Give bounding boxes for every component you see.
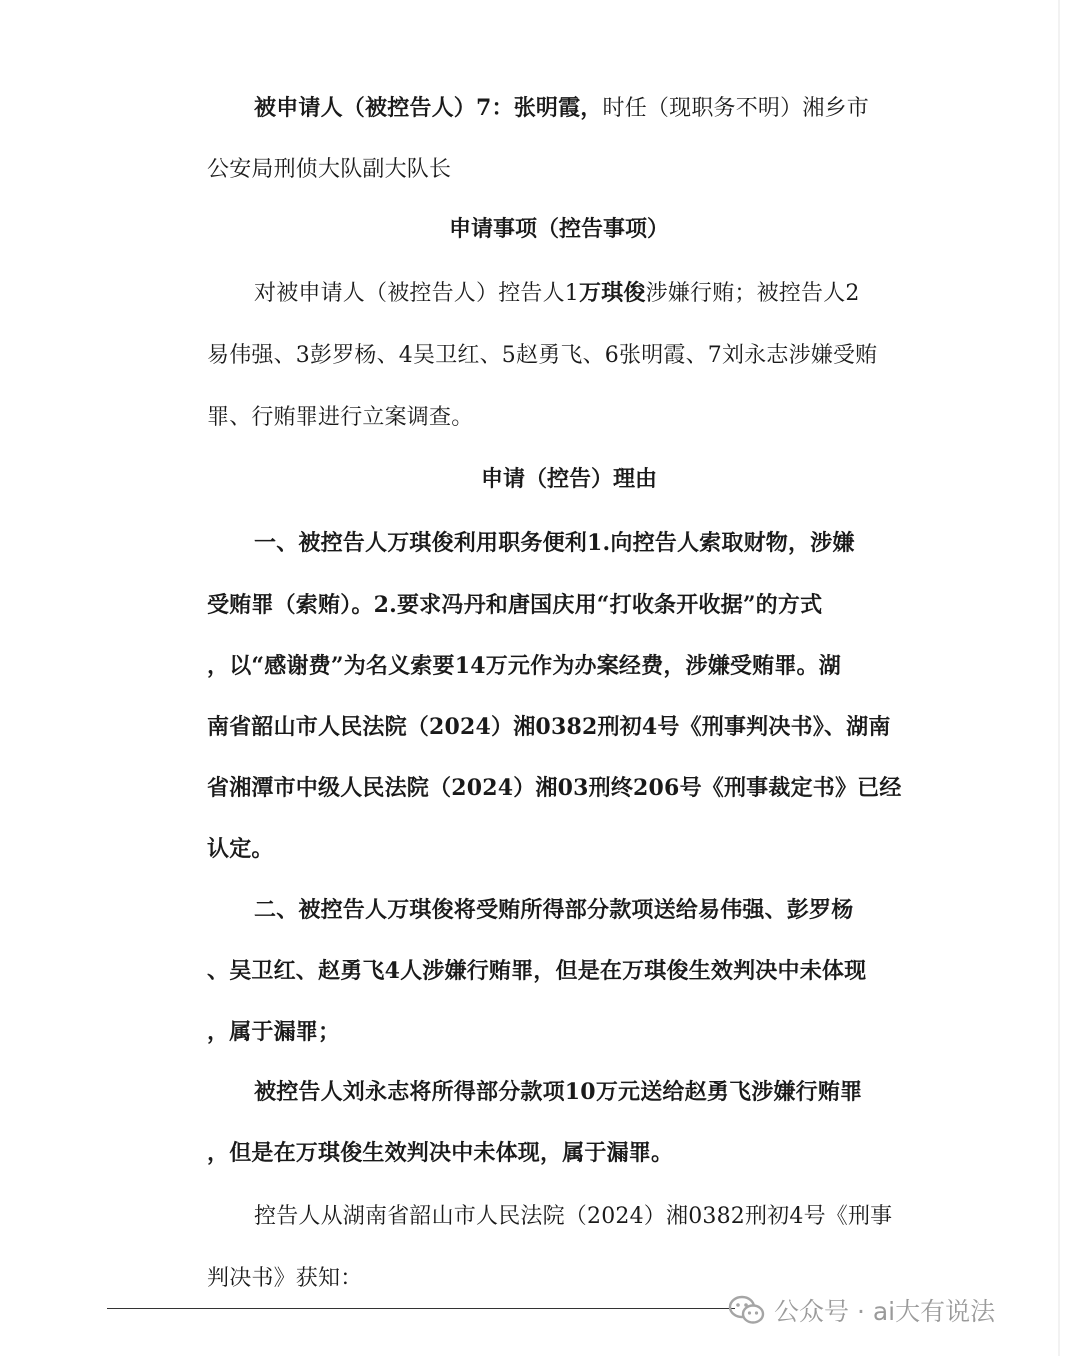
items-line-1-name: 万琪俊 [579,280,646,306]
reason1-line-3: ，以“感谢费”为名义索要14万元作为办案经费，涉嫌受贿罪。湖 [207,653,841,679]
items-line-3: 罪、行贿罪进行立案调查。 [207,405,474,430]
items-line-1-a: 对被申请人（被控告人）控告人1 [254,281,579,306]
reason2-line-2: 、吴卫红、赵勇飞4人涉嫌行贿罪，但是在万琪俊生效判决中未体现 [207,958,867,984]
watermark [728,1290,995,1330]
reason4-line-2: 判决书》获知： [207,1266,363,1291]
respondent-7-line-2: 公安局刑侦大队副大队长 [207,157,452,182]
reason2-line-3: ，属于漏罪； [207,1019,341,1045]
reason1-line-5: 省湘潭市中级人民法院（2024）湘03刑终206号《刑事裁定书》已经 [207,775,902,801]
reason1-line-1: 一、被控告人万琪俊利用职务便利1.向控告人索取财物，涉嫌 [254,530,855,556]
items-line-2: 易伟强、3彭罗杨、4吴卫红、5赵勇飞、6张明霞、7刘永志涉嫌受贿 [207,343,878,368]
reason1-line-2: 受贿罪（索贿）。2.要求冯丹和唐国庆用“打收条开收据”的方式 [207,592,823,618]
section-title-reasons: 申请（控告）理由 [480,466,657,492]
items-line-1-c: 涉嫌行贿；被控告人2 [645,281,860,306]
wechat-icon [728,1294,766,1326]
footer-rule [107,1308,735,1309]
respondent-7-label: 被申请人（被控告人）7：张明霞， [254,95,603,121]
watermark-text: 公众号 · ai大有说法 [774,1297,996,1326]
respondent-7-line-1 [254,93,869,124]
respondent-7-position: 时任（现职务不明）湘乡市 [602,96,869,121]
reason1-line-6: 认定。 [207,836,274,862]
page-edge-shadow [1058,0,1060,1356]
items-line-1 [254,278,860,309]
reason4-line-1: 控告人从湖南省韶山市人民法院（2024）湘0382刑初4号《刑事 [254,1204,893,1229]
reason1-line-4: 南省韶山市人民法院（2024）湘0382刑初4号《刑事判决书》、湖南 [207,714,891,740]
reason3-line-1: 被控告人刘永志将所得部分款项10万元送给赵勇飞涉嫌行贿罪 [254,1079,863,1105]
reason3-line-2: ，但是在万琪俊生效判决中未体现，属于漏罪。 [207,1140,674,1166]
reason2-line-1: 二、被控告人万琪俊将受贿所得部分款项送给易伟强、彭罗杨 [254,897,854,923]
section-title-items: 申请事项（控告事项） [448,216,669,242]
